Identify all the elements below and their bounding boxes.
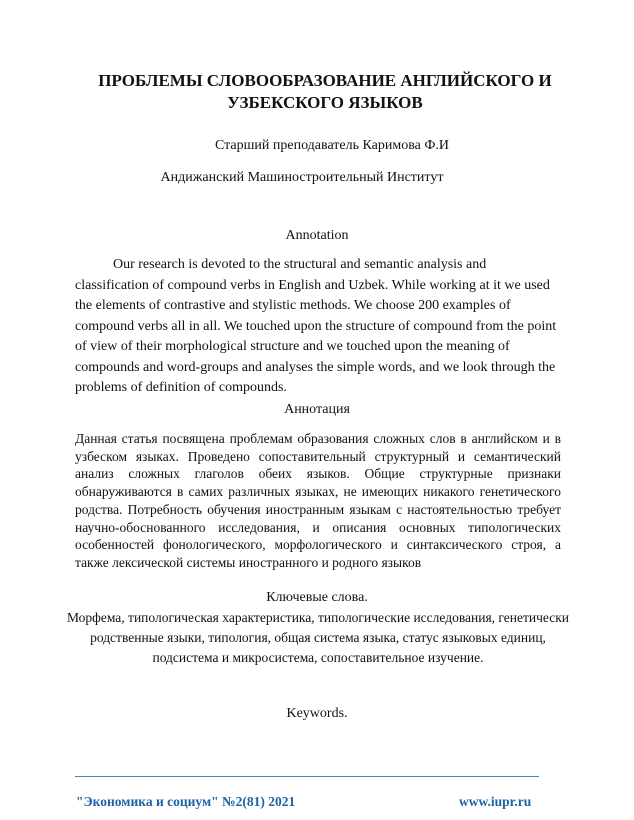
annotation-ru-paragraph: Данная статья посвящена проблемам образования сложных слов в английском и в узбеском языках. Проведено сопоставительный структурный и семантический анализ сложных глаголов обеих языков. Общие структурные признаки обнаруживаются в самих различных языках, не имеющих никакого генетического родства. Потребность обучения иностранным языкам с настоятельностью требует научно-обоснованного исследования, и описания основных типологических особенностей фонологического, морфологического и синтаксического строя, а также лексической системы иностранного и родного языков — [75, 431, 561, 570]
article-title — [90, 70, 560, 114]
author-name: Старший преподаватель Каримова Ф.И — [214, 138, 450, 153]
annotation-en-text: Our research is devoted to the structural and semantic analysis and classification of compound verbs in English and Uzbek. While working at it we used the elements of contrastive and stylistic methods. We choose 200 examples of compound verbs all in all. We touched upon the structure of compound from the point of view of their morphological structure and we touched upon the meaning of compounds and word-groups and analyses the simple words, and we look through the problems of definition of compounds. — [75, 257, 557, 395]
footer-journal: "Экономика и социум" №2(81) 2021 — [76, 794, 296, 809]
annotation-en-heading: Annotation — [285, 228, 349, 243]
keywords-ru-text: Морфема, типологическая характеристика, типологические исследования, генетически родственные языки, типология, общая система языка, статус языковых единиц, подсистема и микросистема, сопоставительное изучение. — [66, 610, 570, 665]
footer-divider — [75, 776, 539, 777]
footer-website-link[interactable]: www.iupr.ru — [459, 794, 532, 809]
institution-line — [0, 170, 634, 186]
institution-name: Андижанский Машиностроительный Институт — [160, 170, 444, 185]
keywords-en-heading: Keywords. — [286, 706, 348, 721]
annotation-ru-heading: Аннотация — [284, 402, 350, 417]
title-line-2: УЗБЕКСКОГО ЯЗЫКОВ — [227, 93, 423, 112]
author-line — [0, 138, 634, 154]
title-line-1: ПРОБЛЕМЫ СЛОВООБРАЗОВАНИЕ АНГЛИЙСКОГО И — [98, 71, 552, 90]
annotation-en-paragraph — [75, 255, 561, 399]
keywords-ru-heading: Ключевые слова. — [266, 590, 368, 605]
